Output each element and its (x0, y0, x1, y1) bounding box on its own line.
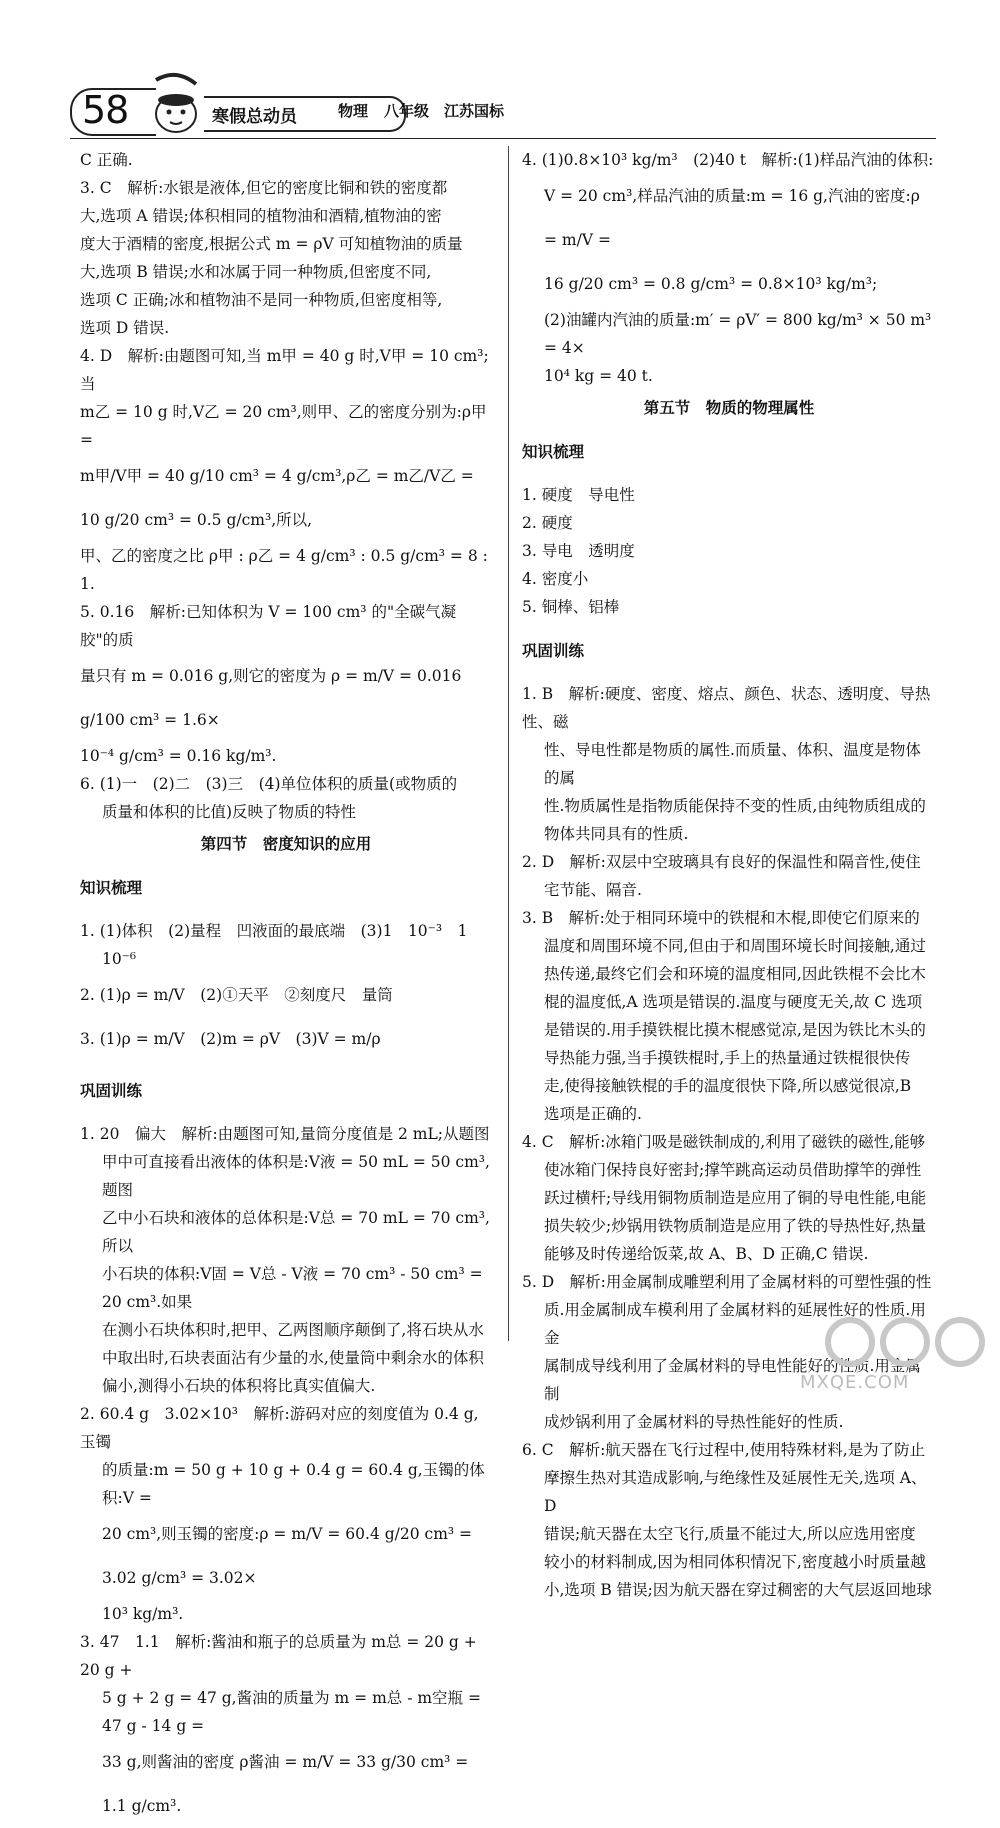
practice-line: 中取出时,石块表面沾有少量的水,使量筒中剩余水的体积 (102, 1349, 484, 1367)
practice-line: 温度和周围环境不同,但由于和周围环境长时间接触,通过 (544, 937, 926, 955)
practice-line: 5 g + 2 g = 47 g,酱油的质量为 m = m总 - m空瓶 = 47 g - 14 g = (102, 1689, 481, 1735)
practice-line: 甲中可直接看出液体的体积是:V液 = 50 mL = 50 cm³,题图 (102, 1153, 490, 1199)
practice-line: 走,使得接触铁棍的手的温度很快下降,所以感觉很凉,B (544, 1077, 912, 1095)
answer-line: m乙 = 10 g 时,V乙 = 20 cm³,则甲、乙的密度分别为:ρ甲 = (80, 403, 487, 449)
answer-line: 大,选项 A 错误;体积相同的植物油和酒精,植物油的密 (80, 207, 442, 225)
practice-line: 是错误的.用手摸铁棍比摸木棍感觉凉,是因为铁比木头的 (544, 1021, 926, 1039)
knowledge-1-cont: 10⁻⁶ (102, 950, 137, 968)
practice-line: 的质量:m = 50 g + 10 g + 0.4 g = 60.4 g,玉镯的体积:V = (102, 1461, 485, 1507)
answer-4: 4. D 解析:由题图可知,当 m甲 = 40 g 时,V甲 = 10 cm³;当 (80, 347, 489, 393)
header-rule (70, 138, 936, 139)
knowledge-5: 5. 铜棒、铝棒 (522, 598, 620, 616)
practice-1: 1. B 解析:硬度、密度、熔点、颜色、状态、透明度、导热性、磁 (522, 685, 931, 731)
practice-6: 6. C 解析:航天器在飞行过程中,使用特殊材料,是为了防止 (522, 1441, 926, 1459)
practice-line: 导热能力强,当手摸铁棍时,手上的热量通过铁棍很快传 (544, 1049, 911, 1067)
practice-line: 物体共同具有的性质. (544, 825, 689, 843)
answer-formula-line: 量只有 m = 0.016 g,则它的密度为 ρ = m/V = 0.016 g/100 cm³ = 1.6× (80, 667, 462, 729)
knowledge-2: 2. 硬度 (522, 514, 573, 532)
answer-line: 选项 D 错误. (80, 319, 170, 337)
answer-5: 5. 0.16 解析:已知体积为 V = 100 cm³ 的"全碳气凝胶"的质 (80, 603, 457, 649)
practice-5: 5. D 解析:用金属制成雕塑利用了金属材料的可塑性强的性 (522, 1273, 932, 1291)
practice-line: 热传递,最终它们会和环境的温度相同,因此铁棍不会比木 (544, 965, 926, 983)
practice-line: 小石块的体积:V固 = V总 - V液 = 70 cm³ - 50 cm³ = 20 cm³.如果 (102, 1265, 483, 1311)
knowledge-1: 1. (1)体积 (2)量程 凹液面的最底端 (3)1 10⁻³ 1 (80, 922, 468, 940)
knowledge-3: 3. (1)ρ = m/V (2)m = ρV (3)V = m/ρ (80, 1030, 381, 1048)
answer-line: 度大于酒精的密度,根据公式 m = ρV 可知植物油的质量 (80, 235, 463, 253)
grade-label: 八年级 (384, 102, 430, 120)
answer-line: 10⁻⁴ g/cm³ = 0.16 kg/m³. (80, 747, 277, 765)
practice-line: 小,选项 B 错误;因为航天器在穿过稠密的大气层返回地球 (544, 1581, 932, 1599)
practice-line: 属制成导线利用了金属材料的导电性能好的性质.用金属制 (544, 1357, 921, 1403)
section-title-5: 第五节 物质的物理属性 (643, 398, 815, 417)
section-title-4: 第四节 密度知识的应用 (200, 834, 372, 853)
book-title: 寒假总动员 (212, 107, 297, 127)
answer-line: 质量和体积的比值)反映了物质的特性 (102, 803, 357, 821)
practice-line: 能够及时传递给饭菜,故 A、B、D 正确,C 错误. (544, 1245, 869, 1263)
answer-line: (2)油罐内汽油的质量:m′ = ρV′ = 800 kg/m³ × 50 m³ = 4× (544, 311, 932, 357)
subhead-practice: 巩固训练 (80, 1081, 143, 1100)
practice-line: 成炒锅利用了金属材料的导热性能好的性质. (544, 1413, 844, 1431)
watermark-text: MXQE.COM (800, 1372, 910, 1393)
answer-formula-line: 16 g/20 cm³ = 0.8 g/cm³ = 0.8×10³ kg/m³; (544, 275, 878, 293)
answer-line: C 正确. (80, 151, 133, 169)
practice-2: 2. D 解析:双层中空玻璃具有良好的保温性和隔音性,使住 (522, 853, 921, 871)
practice-line: 错误;航天器在太空飞行,质量不能过大,所以应选用密度 (544, 1525, 916, 1543)
knowledge-2: 2. (1)ρ = m/V (2)①天平 ②刻度尺 量筒 (80, 986, 393, 1004)
subhead-knowledge: 知识梳理 (522, 442, 585, 461)
practice-line: 乙中小石块和液体的总体积是:V总 = 70 mL = 70 cm³,所以 (102, 1209, 490, 1255)
knowledge-4: 4. 密度小 (522, 570, 589, 588)
subject-label: 物理 (338, 102, 369, 120)
practice-line: 使冰箱门保持良好密封;撑竿跳高运动员借助撑竿的弹性 (544, 1161, 922, 1179)
practice-line: 质.用金属制成车模利用了金属材料的延展性好的性质.用金 (544, 1301, 926, 1347)
practice-4: 4. C 解析:冰箱门吸是磁铁制成的,利用了磁铁的磁性,能够 (522, 1133, 926, 1151)
column-divider (508, 146, 509, 1341)
subhead-knowledge: 知识梳理 (80, 878, 143, 897)
knowledge-3: 3. 导电 透明度 (522, 542, 635, 560)
practice-3: 3. 47 1.1 解析:酱油和瓶子的总质量为 m总 = 20 g + 20 g + (80, 1633, 477, 1679)
practice-line: 性.物质属性是指物质能保持不变的性质,由纯物质组成的 (544, 797, 926, 815)
subhead-practice: 巩固训练 (522, 641, 585, 660)
practice-formula-line: 20 cm³,则玉镯的密度:ρ = m/V = 60.4 g/20 cm³ = 3.02 g/cm³ = 3.02× (102, 1525, 473, 1587)
mascot-icon (148, 70, 204, 136)
answer-line: 大,选项 B 错误;水和冰属于同一种物质,但密度不同, (80, 263, 432, 281)
practice-2: 2. 60.4 g 3.02×10³ 解析:游码对应的刻度值为 0.4 g,玉镯 (80, 1405, 479, 1451)
practice-line: 在测小石块体积时,把甲、乙两图顺序颠倒了,将石块从水 (102, 1321, 484, 1339)
edition-label: 江苏国标 (444, 102, 505, 120)
practice-line: 选项是正确的. (544, 1105, 642, 1123)
page-header (70, 62, 930, 138)
answer-line: 选项 C 正确;冰和植物油不是同一种物质,但密度相等, (80, 291, 443, 309)
practice-line: 10³ kg/m³. (102, 1605, 184, 1623)
practice-line: 宅节能、隔音. (544, 881, 642, 899)
practice-line: 棍的温度低,A 选项是错误的.温度与硬度无关,故 C 选项 (544, 993, 923, 1011)
answer-3: 3. C 解析:水银是液体,但它的密度比铜和铁的密度都 (80, 179, 448, 197)
knowledge-1: 1. 硬度 导电性 (522, 486, 635, 504)
book-title-box (204, 96, 406, 132)
page-number: 58 (82, 88, 129, 132)
practice-line: 性、导电性都是物质的属性.而质量、体积、温度是物体的属 (544, 741, 921, 787)
practice-line: 偏小,测得小石块的体积将比真实值偏大. (102, 1377, 376, 1395)
answer-formula-line: m甲/V甲 = 40 g/10 cm³ = 4 g/cm³,ρ乙 = m乙/V乙 = 10 g/20 cm³ = 0.5 g/cm³,所以, (80, 467, 474, 529)
left-column (80, 146, 492, 1828)
answer-line: 甲、乙的密度之比 ρ甲 : ρ乙 = 4 g/cm³ : 0.5 g/cm³ = 8 : 1. (80, 547, 488, 593)
practice-line: 较小的材料制成,因为相同体积情况下,密度越小时质量越 (544, 1553, 926, 1571)
answer-4-right: 4. (1)0.8×10³ kg/m³ (2)40 t 解析:(1)样品汽油的体积: (522, 151, 934, 169)
answer-line: 10⁴ kg = 40 t. (544, 367, 653, 385)
practice-line: 损失较少;炒锅用铁物质制造是应用了铁的导热性好,热量 (544, 1217, 927, 1235)
practice-formula-line: 33 g,则酱油的密度 ρ酱油 = m/V = 33 g/30 cm³ = 1.1 g/cm³. (102, 1753, 469, 1815)
answer-6: 6. (1)一 (2)二 (3)三 (4)单位体积的质量(或物质的 (80, 775, 458, 793)
practice-1: 1. 20 偏大 解析:由题图可知,量筒分度值是 2 mL;从题图 (80, 1125, 490, 1143)
practice-line: 跃过横杆;导线用铜物质制造是应用了铜的导电性能,电能 (544, 1189, 927, 1207)
practice-line: 摩擦生热对其造成影响,与绝缘性及延展性无关,选项 A、D (544, 1469, 927, 1515)
answer-formula-line: V = 20 cm³,样品汽油的质量:m = 16 g,汽油的密度:ρ = m/V = (544, 187, 920, 249)
practice-3: 3. B 解析:处于相同环境中的铁棍和木棍,即使它们原来的 (522, 909, 920, 927)
